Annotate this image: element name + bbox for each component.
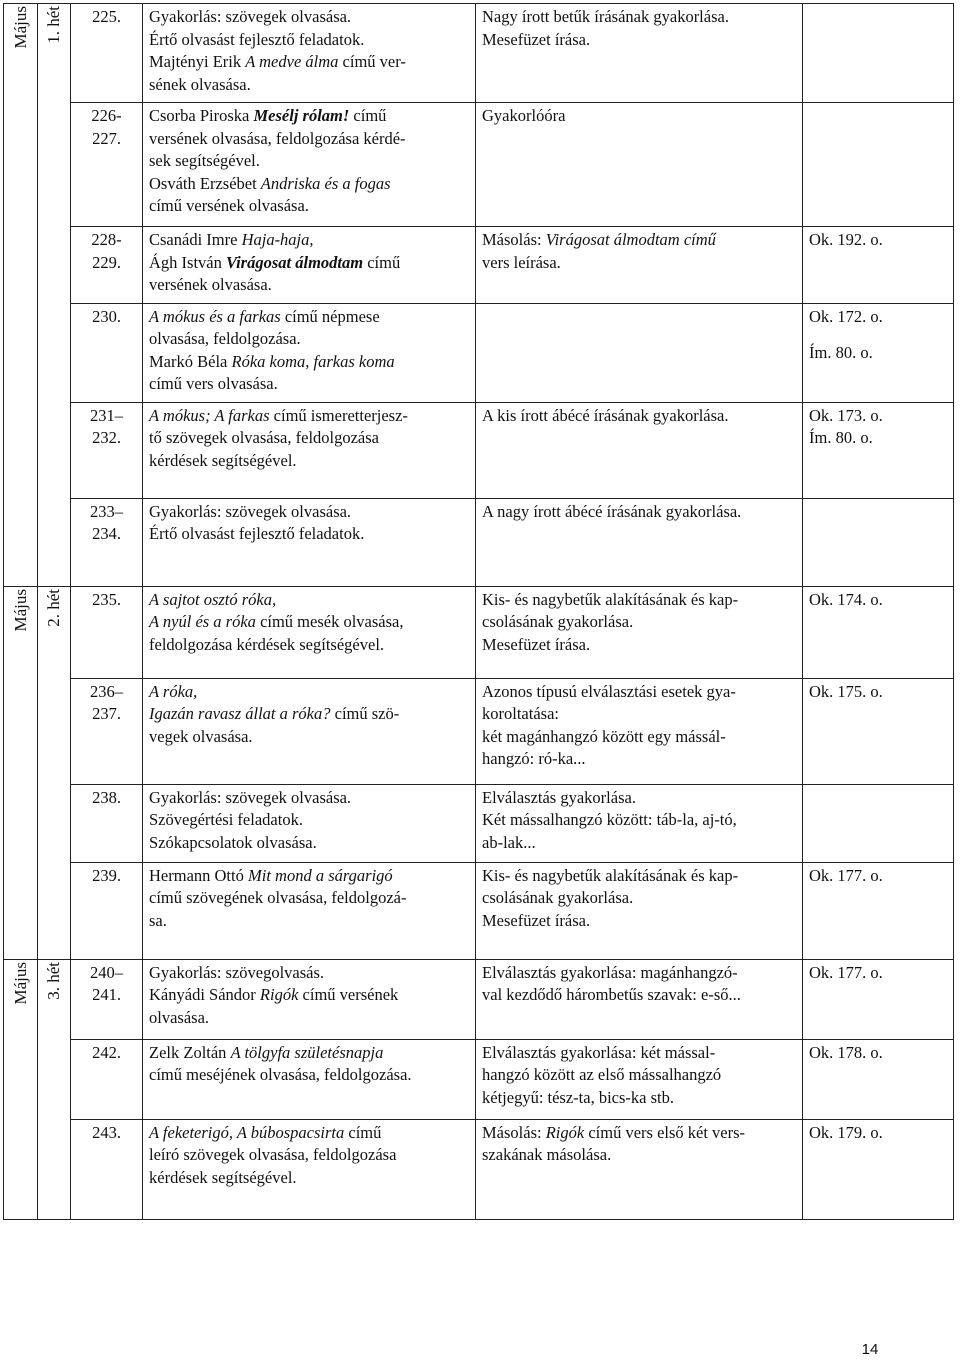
- lesson-number: 226- 227.: [71, 103, 143, 227]
- reading-cell: A róka, Igazán ravasz állat a róka? című szö- vegek olvasása.: [143, 678, 476, 784]
- reference-cell: Ok. 175. o.: [803, 678, 954, 784]
- writing-cell: Elválasztás gyakorlása: magánhangzó- val kezdődő hárombetűs szavak: e-ső...: [476, 959, 803, 1039]
- lesson-number: 235.: [71, 586, 143, 678]
- reference-cell: Ok. 177. o.: [803, 959, 954, 1039]
- table-row: [4, 498, 954, 586]
- lesson-number: 239.: [71, 862, 143, 959]
- table-row: [4, 1119, 954, 1219]
- lesson-number: 238.: [71, 784, 143, 862]
- table-row: [4, 862, 954, 959]
- reading-cell: A feketerigó, A búbospacsirta című leíró szövegek olvasása, feldolgozása kérdések segítségével.: [143, 1119, 476, 1219]
- reading-cell: Hermann Ottó Mit mond a sárgarigó című szövegének olvasása, feldolgozá- sa.: [143, 862, 476, 959]
- table-row: [4, 784, 954, 862]
- table-row: [4, 678, 954, 784]
- reference-cell: Ok. 177. o.: [803, 862, 954, 959]
- reference-cell: Ok. 173. o. Ím. 80. o.: [803, 402, 954, 498]
- table-row: [4, 1039, 954, 1119]
- writing-cell: Azonos típusú elválasztási esetek gya- koroltatása: két magánhangzó között egy mássál- hangzó: ró-ka...: [476, 678, 803, 784]
- table-row: [4, 959, 954, 1039]
- writing-cell: [476, 303, 803, 402]
- reference-cell: Ok. 178. o.: [803, 1039, 954, 1119]
- reading-cell: Gyakorlás: szövegek olvasása. Értő olvasást fejlesztő feladatok.: [143, 498, 476, 586]
- reading-cell: Gyakorlás: szövegek olvasása. Értő olvasást fejlesztő feladatok. Majtényi Erik A medve álma című ver- sének olvasása.: [143, 4, 476, 103]
- table-row: [4, 227, 954, 304]
- reading-cell: Csorba Piroska Mesélj rólam! című versének olvasása, feldolgozása kérdé- sek segítségével. Osváth Erzsébet Andriska és a fogas című versének olvasása.: [143, 103, 476, 227]
- reference-cell: Ok. 172. o. Ím. 80. o.: [803, 303, 954, 402]
- reading-cell: A sajtot osztó róka, A nyúl és a róka című mesék olvasása, feldolgozása kérdések segítségével.: [143, 586, 476, 678]
- reference-cell: [803, 784, 954, 862]
- lesson-number: 233– 234.: [71, 498, 143, 586]
- lesson-number: 240– 241.: [71, 959, 143, 1039]
- reference-cell: Ok. 179. o.: [803, 1119, 954, 1219]
- table-row: [4, 402, 954, 498]
- month-cell: [4, 586, 38, 959]
- reference-cell: [803, 498, 954, 586]
- reference-cell: Ok. 174. o.: [803, 586, 954, 678]
- writing-cell: Nagy írott betűk írásának gyakorlása. Mesefüzet írása.: [476, 4, 803, 103]
- writing-cell: Másolás: Virágosat álmodtam című vers leírása.: [476, 227, 803, 304]
- month-label: Május: [10, 6, 30, 49]
- week-label: 3. hét: [44, 961, 63, 1000]
- reading-cell: Csanádi Imre Haja-haja, Ágh István Virágosat álmodtam című versének olvasása.: [143, 227, 476, 304]
- lesson-number: 236– 237.: [71, 678, 143, 784]
- lesson-plan-table: [3, 3, 954, 1220]
- page-number: 14: [861, 1341, 879, 1358]
- lesson-number: 231– 232.: [71, 402, 143, 498]
- month-cell: [4, 959, 38, 1219]
- week-label: 1. hét: [44, 6, 63, 44]
- week-cell: [38, 959, 71, 1219]
- writing-cell: Kis- és nagybetűk alakításának és kap- csolásának gyakorlása. Mesefüzet írása.: [476, 862, 803, 959]
- table-row: [4, 303, 954, 402]
- writing-cell: Gyakorlóóra: [476, 103, 803, 227]
- lesson-number: 225.: [71, 4, 143, 103]
- writing-cell: Másolás: Rigók című vers első két vers- szakának másolása.: [476, 1119, 803, 1219]
- writing-cell: Kis- és nagybetűk alakításának és kap- csolásának gyakorlása. Mesefüzet írása.: [476, 586, 803, 678]
- writing-cell: A nagy írott ábécé írásának gyakorlása.: [476, 498, 803, 586]
- reading-cell: Gyakorlás: szövegolvasás. Kányádi Sándor Rigók című versének olvasása.: [143, 959, 476, 1039]
- reading-cell: A mókus; A farkas című ismeretterjesz- tő szövegek olvasása, feldolgozása kérdések segítségével.: [143, 402, 476, 498]
- lesson-number: 230.: [71, 303, 143, 402]
- month-label: Május: [10, 588, 30, 631]
- table-row: [4, 586, 954, 678]
- writing-cell: A kis írott ábécé írásának gyakorlása.: [476, 402, 803, 498]
- reading-cell: Gyakorlás: szövegek olvasása. Szövegértési feladatok. Szókapcsolatok olvasása.: [143, 784, 476, 862]
- month-cell: [4, 4, 38, 587]
- lesson-number: 243.: [71, 1119, 143, 1219]
- week-cell: [38, 586, 71, 959]
- table-row: [4, 4, 954, 103]
- writing-cell: Elválasztás gyakorlása. Két mássalhangzó között: táb-la, aj-tó, ab-lak...: [476, 784, 803, 862]
- lesson-number: 228- 229.: [71, 227, 143, 304]
- reference-cell: Ok. 192. o.: [803, 227, 954, 304]
- reference-cell: [803, 103, 954, 227]
- month-label: Május: [10, 961, 30, 1004]
- table-row: [4, 103, 954, 227]
- reading-cell: A mókus és a farkas című népmese olvasása, feldolgozása. Markó Béla Róka koma, farkas koma című vers olvasása.: [143, 303, 476, 402]
- writing-cell: Elválasztás gyakorlása: két mással- hangzó között az első mássalhangzó kétjegyű: tész-ta, bics-ka stb.: [476, 1039, 803, 1119]
- week-label: 2. hét: [44, 588, 63, 627]
- week-cell: [38, 4, 71, 587]
- reference-cell: [803, 4, 954, 103]
- lesson-number: 242.: [71, 1039, 143, 1119]
- reading-cell: Zelk Zoltán A tölgyfa születésnapja című meséjének olvasása, feldolgozása.: [143, 1039, 476, 1119]
